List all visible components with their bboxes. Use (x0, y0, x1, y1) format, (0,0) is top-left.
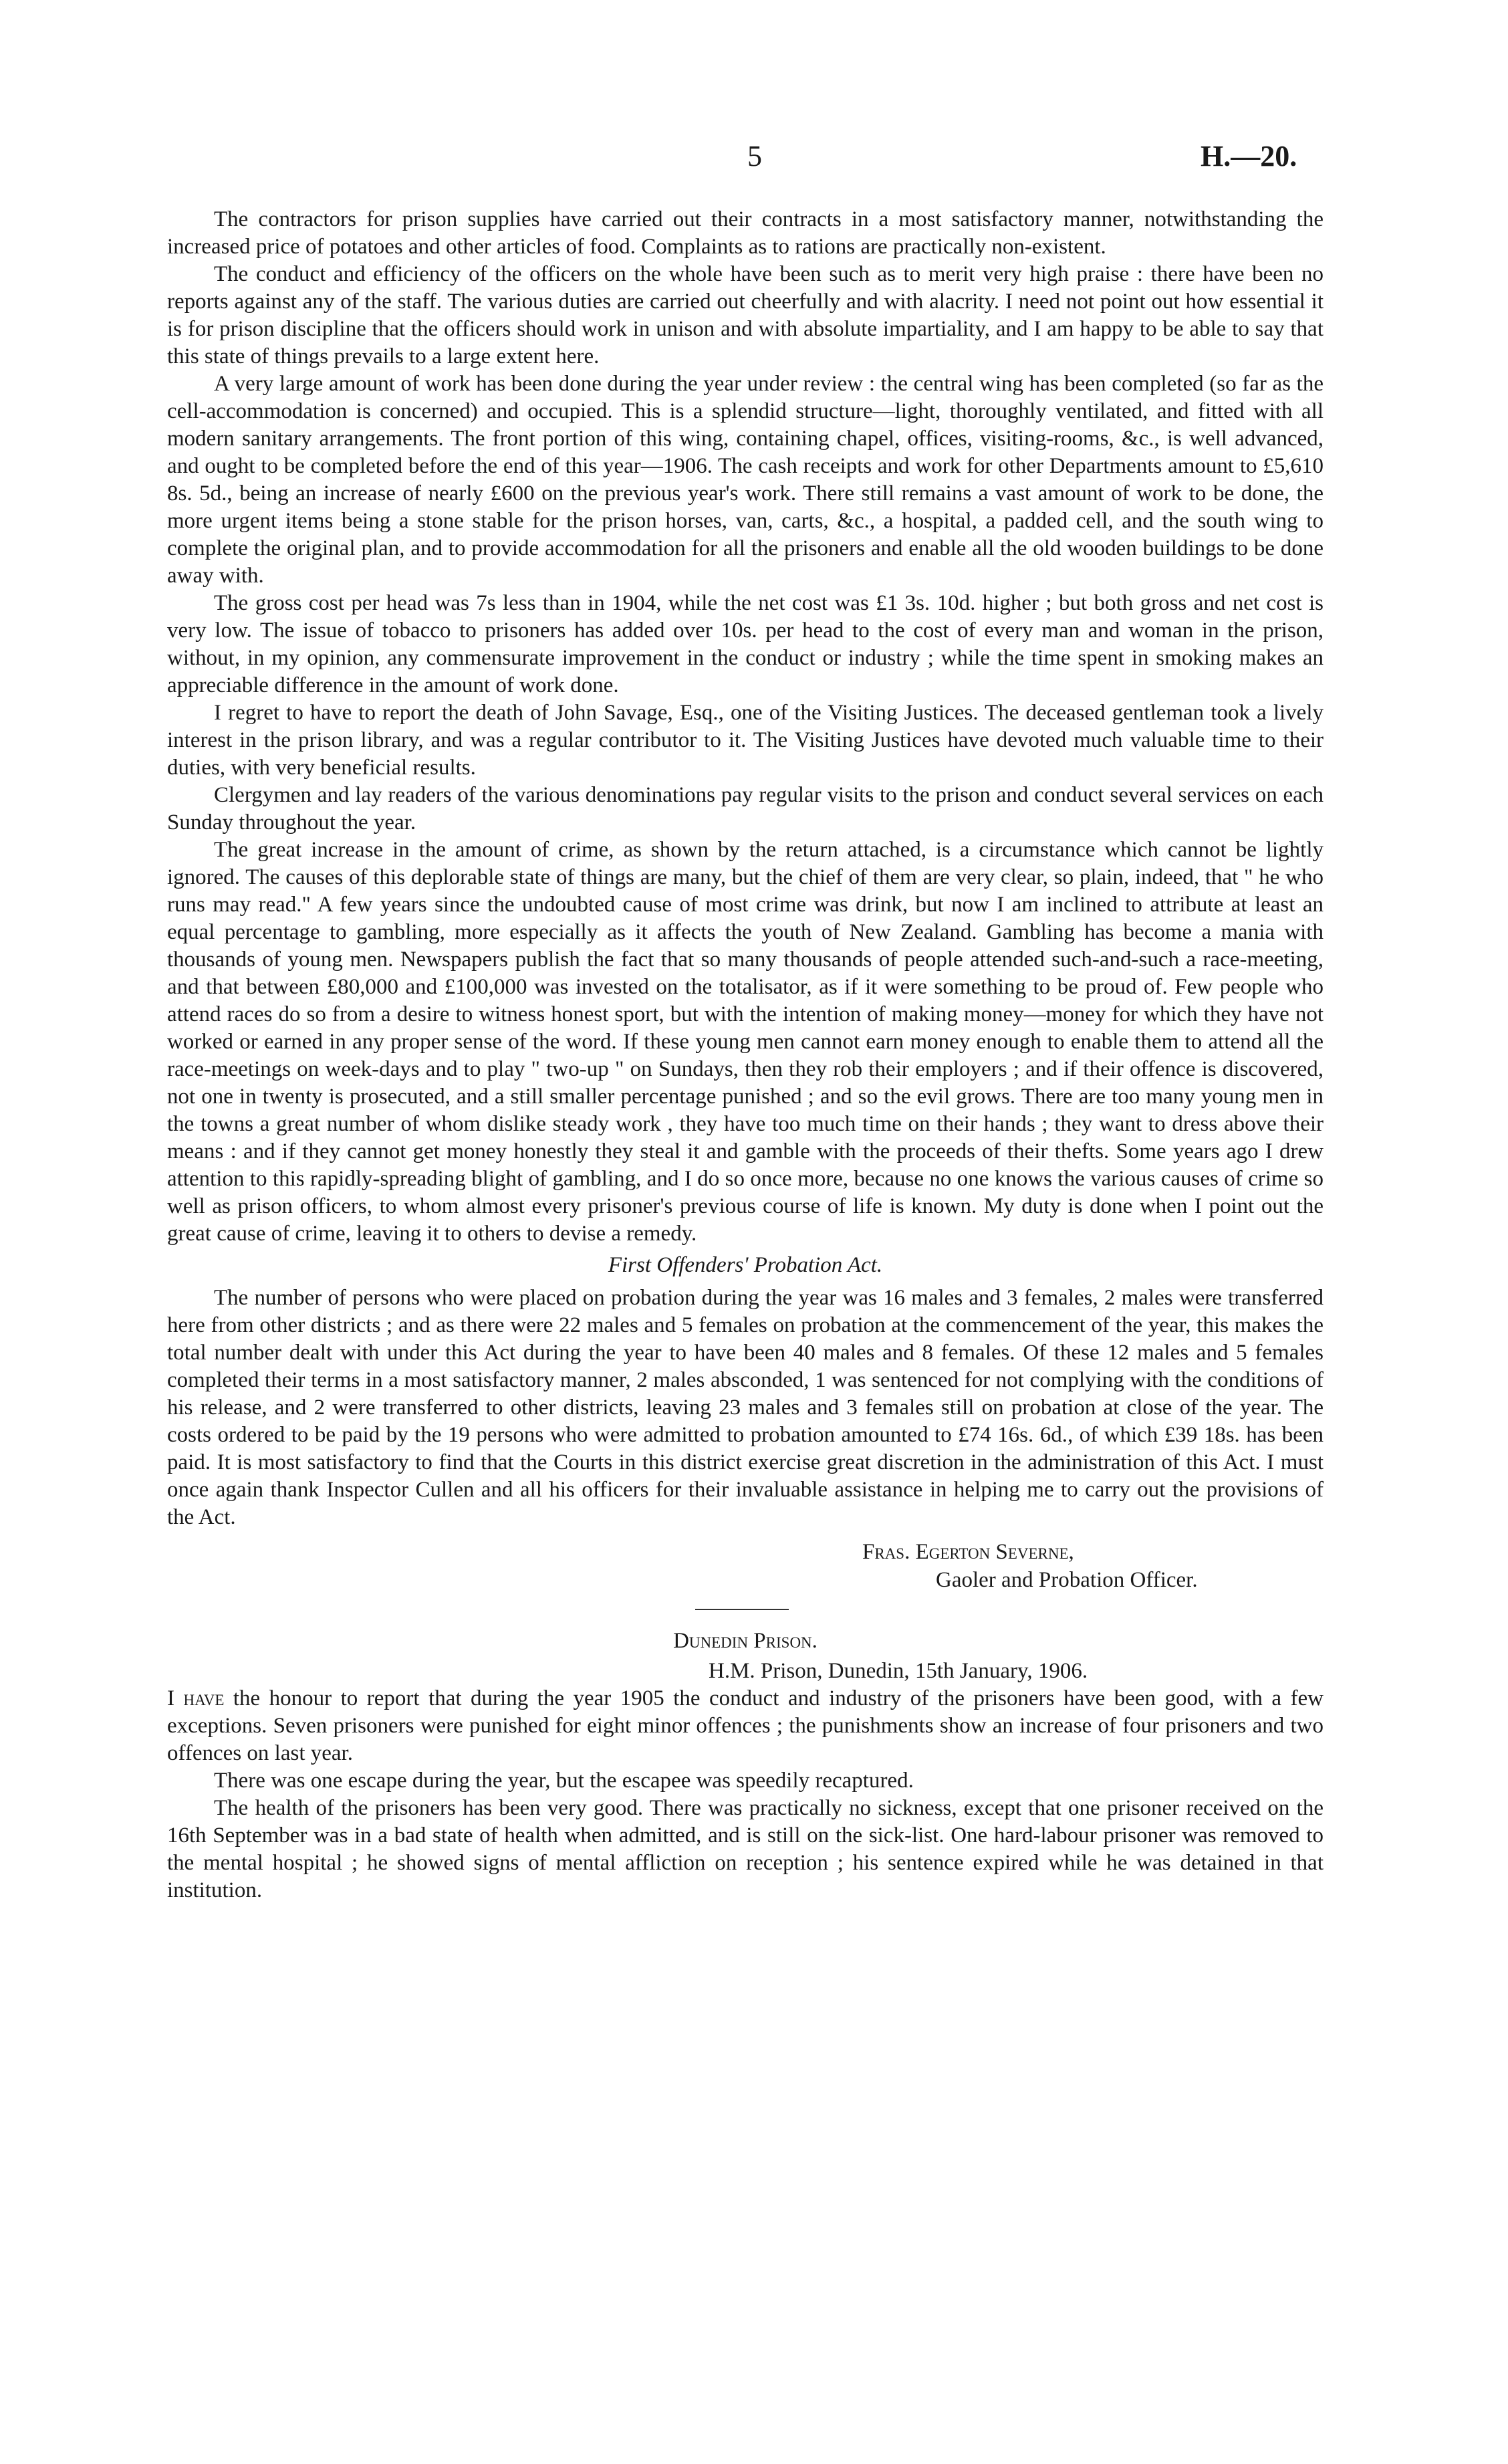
paragraph-officers: The conduct and efficiency of the officers on the whole have been such as to merit very high praise : there have been no reports against any of the staff. The various duties are carried out cheerfully and with alacrity. I need not point out how essential it is for prison discipline that the officers should work in unison and with absolute impartiality, and I am happy to be able to say that this state of things prevails to a large extent here. (167, 262, 1324, 368)
paragraph-health: The health of the prisoners has been very good. There was practically no sickness, except that one prisoner received on the 16th September was in a bad state of health when admitted, and is still on the sick-list. One hard-labour prisoner was removed to the mental hospital ; he showed signs of mental affliction on reception ; his sentence expired while he was detained in that institution. (167, 1796, 1324, 1902)
paragraph-death: I regret to have to report the death of John Savage, Esq., one of the Visiting Justices. The deceased gentleman took a lively interest in the prison library, and was a regular contributor to it. The Visiting Justices have devoted much valuable time to their duties, with very beneficial results. (167, 701, 1324, 780)
page-number: 5 (747, 140, 762, 173)
dunedin-heading: Dunedin Prison. (673, 1629, 818, 1653)
paragraph-cost: The gross cost per head was 7s less than in 1904, while the net cost was £1 3s. 10d. higher ; but both gross and net cost is very low. The issue of tobacco to prisoners has added over 10s. per head to the cost of every man and woman in the prison, without, in my opinion, any commensurate improvement in the conduct or industry ; while the time spent in smoking makes an appreciable difference in the amount of work done. (167, 591, 1324, 697)
paragraph-clergymen: Clergymen and lay readers of the various denominations pay regular visits to the prison and conduct several services on each Sunday throughout the year. (167, 783, 1324, 834)
signature-block (167, 1538, 1324, 1594)
paragraph-dunedin-intro (167, 1685, 1324, 1767)
signature-title: Gaoler and Probation Officer. (936, 1568, 1198, 1592)
probation-act-heading: First Offenders' Probation Act. (608, 1253, 883, 1277)
signature-name: Fras. Egerton Severne, (862, 1540, 1074, 1564)
report-body (167, 206, 1324, 1904)
paragraph-probation: The number of persons who were placed on probation during the year was 16 males and 3 females, 2 males were transferred here from other districts ; and as there were 22 males and 5 females on probation at the commencement of the year, this makes the total number dealt with under this Act during the year to have been 40 males and 8 females. Of these 12 males and 5 females completed their terms in a most satisfactory manner, 2 males absconded, 1 was sentenced for not complying with the conditions of his release, and 2 were transferred to other districts, leaving 23 males and 3 females still on probation at close of the year. The costs ordered to be paid by the 19 persons who were admitted to probation amounted to £74 16s. 6d., of which £39 18s. has been paid. It is most satisfactory to find that the Courts in this district exercise great discretion in the administration of this Act. I must once again thank Inspector Cullen and all his officers for their invaluable assistance in helping me to carry out the provisions of the Act. (167, 1286, 1324, 1529)
paragraph-escape: There was one escape during the year, but the escapee was speedily recaptured. (214, 1769, 914, 1793)
paragraph-contractors: The contractors for prison supplies have carried out their contracts in a most satisfactory manner, notwithstanding the increased price of potatoes and other articles of food. Complaints as to rations are practically non-existent. (167, 207, 1324, 259)
dunedin-dateline: H.M. Prison, Dunedin, 15th January, 1906. (709, 1659, 1088, 1683)
document-code: H.—20. (1201, 140, 1297, 173)
lead-words: I have (167, 1686, 225, 1710)
section-divider (695, 1609, 789, 1610)
paragraph-work: A very large amount of work has been done during the year under review : the central wing has been completed (so far as the cell-accommodation is concerned) and occupied. This is a splendid structure—light, thoroughly ventilated, and fitted with all modern sanitary arrangements. The front portion of this wing, containing chapel, offices, visiting-rooms, &c., is well advanced, and ought to be completed before the end of this year—1906. The cash receipts and work for other Departments amount to £5,610 8s. 5d., being an increase of nearly £600 on the previous year's work. There still remains a vast amount of work to be done, the more urgent items being a stone stable for the prison horses, van, carts, &c., a hospital, a padded cell, and the south wing to complete the original plan, and to provide accommodation for all the prisoners and enable all the old wooden buildings to be done away with. (167, 372, 1324, 588)
intro-text: the honour to report that during the year 1905 the conduct and industry of the prisoners have been good, with a few exceptions. Seven prisoners were punished for eight minor offences ; the punishments show an increase of four prisoners and two offences on last year. (167, 1686, 1324, 1765)
paragraph-crime: The great increase in the amount of crime, as shown by the return attached, is a circumstance which cannot be lightly ignored. The causes of this deplorable state of things are many, but the chief of them are very clear, so plain, indeed, that " he who runs may read." A few years since the undoubted cause of most crime was drink, but now I am inclined to attribute at least an equal percentage to gambling, more especially as it affects the youth of New Zealand. Gambling has become a mania with thousands of young men. Newspapers publish the fact that so many thousands of people attended such-and-such a race-meeting, and that between £80,000 and £100,000 was invested on the totalisator, as if it were something to be proud of. Few people who attend races do so from a desire to witness honest sport, but with the intention of making money—money for which they have not worked or earned in any proper sense of the word. If these young men cannot earn money enough to enable them to attend all the race-meetings on week-days and to play " two-up " on Sundays, then they rob their employers ; and if their offence is discovered, not one in twenty is prosecuted, and a still smaller percentage punished ; and so the evil grows. There are too many young men in the towns a great number of whom dislike steady work , they have too much time on their hands ; they want to dress above their means : and if they cannot get money honestly they steal it and gamble with the proceeds of their thefts. Some years ago I drew attention to this rapidly-spreading blight of gambling, and I do so once more, because no one knows the various causes of crime so well as prison officers, to whom almost every prisoner's previous course of life is known. My duty is done when I point out the great cause of crime, leaving it to others to devise a remedy. (167, 838, 1324, 1246)
